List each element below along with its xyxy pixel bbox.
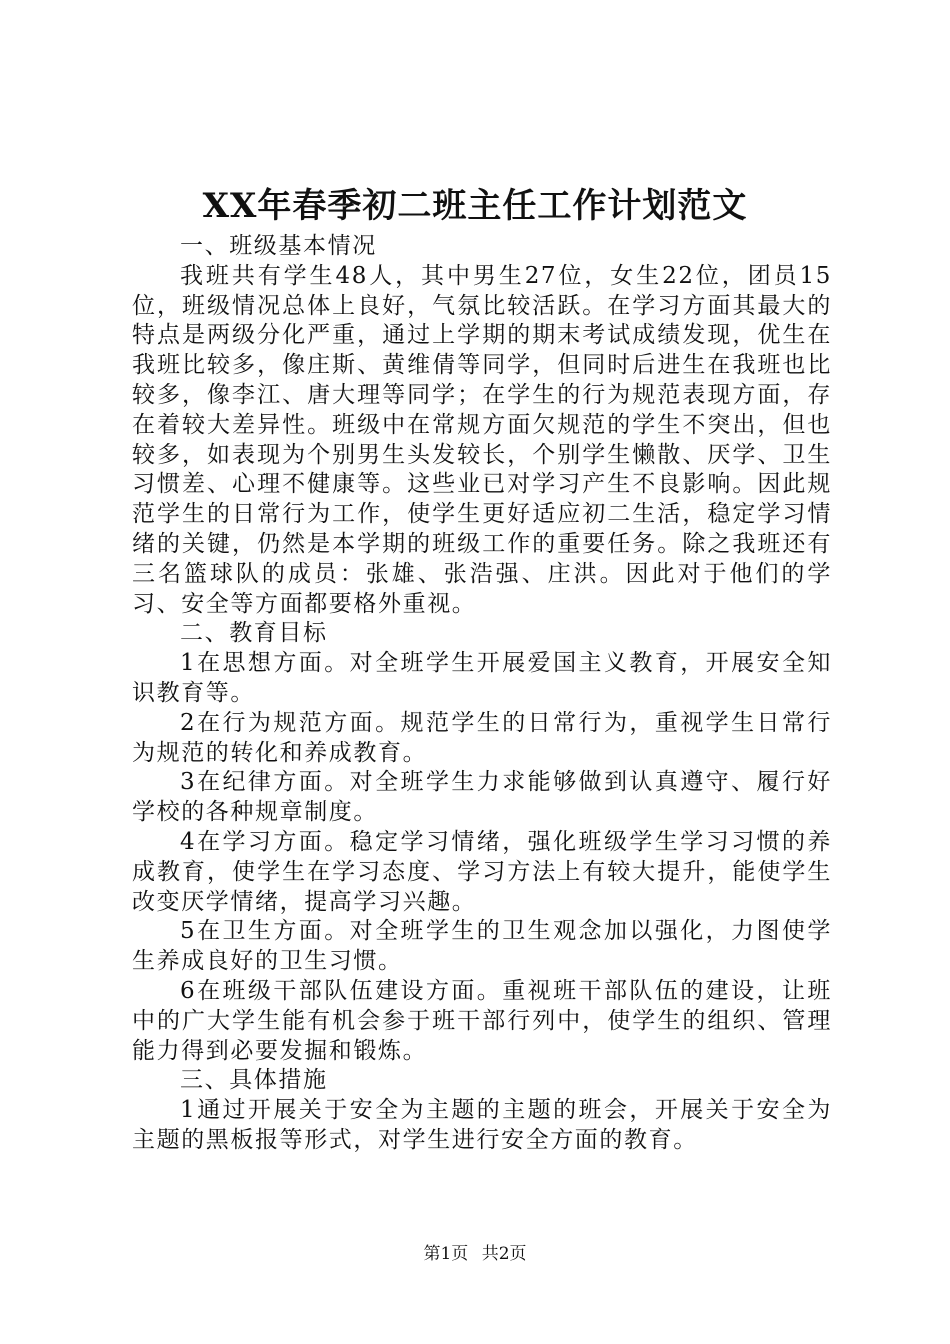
page-total: 共2页	[481, 1244, 527, 1264]
paragraph: 5在卫生方面。对全班学生的卫生观念加以强化，力图使学生养成良好的卫生习惯。	[132, 918, 832, 975]
paragraph: 3在纪律方面。对全班学生力求能够做到认真遵守、履行好学校的各种规章制度。	[132, 769, 832, 826]
section-heading: 一、班级基本情况	[180, 233, 377, 259]
page-footer	[0, 1242, 950, 1266]
paragraph: 6在班级干部队伍建设方面。重视班干部队伍的建设，让班中的广大学生能有机会参于班干部行列中，使学生的组织、管理能力得到必要发掘和锻炼。	[132, 977, 832, 1064]
document-body	[132, 232, 832, 1156]
document-title: XX年春季初二班主任工作计划范文	[202, 186, 748, 226]
page-number: 第1页	[423, 1244, 469, 1264]
paragraph: 1通过开展关于安全为主题的主题的班会，开展关于安全为主题的黑板报等形式，对学生进行安全方面的教育。	[132, 1097, 832, 1153]
paragraph: 1在思想方面。对全班学生开展爱国主义教育，开展安全知识教育等。	[132, 650, 832, 706]
paragraph: 2在行为规范方面。规范学生的日常行为，重视学生日常行为规范的转化和养成教育。	[132, 709, 832, 766]
paragraph: 4在学习方面。稳定学习情绪，强化班级学生学习习惯的养成教育，使学生在学习态度、学习方法上有较大提升，能使学生改变厌学情绪，提高学习兴趣。	[132, 828, 832, 915]
section-heading: 二、教育目标	[180, 620, 328, 647]
paragraph: 我班共有学生48人，其中男生27位，女生22位，团员15位，班级情况总体上良好，气氛比较活跃。在学习方面其最大的特点是两级分化严重，通过上学期的期末考试成绩发现，优生在我班比较多，像庄斯、黄维倩等同学，但同时后进生在我班也比较多，像李江、唐大理等同学；在学生的行为规范表现方面，存在着较大差异性。班级中在常规方面欠规范的学生不突出，但也较多，如表现为个别男生头发较长，个别学生懒散、厌学、卫生习惯差、心理不健康等。这些业已对学习产生不良影响。因此规范学生的日常行为工作，使学生更好适应初二生活，稳定学习情绪的关键，仍然是本学期的班级工作的重要任务。除之我班还有三名篮球队的成员：张雄、张浩强、庄洪。因此对于他们的学习、安全等方面都要格外重视。	[132, 262, 832, 617]
section-heading: 三、具体措施	[180, 1067, 328, 1094]
